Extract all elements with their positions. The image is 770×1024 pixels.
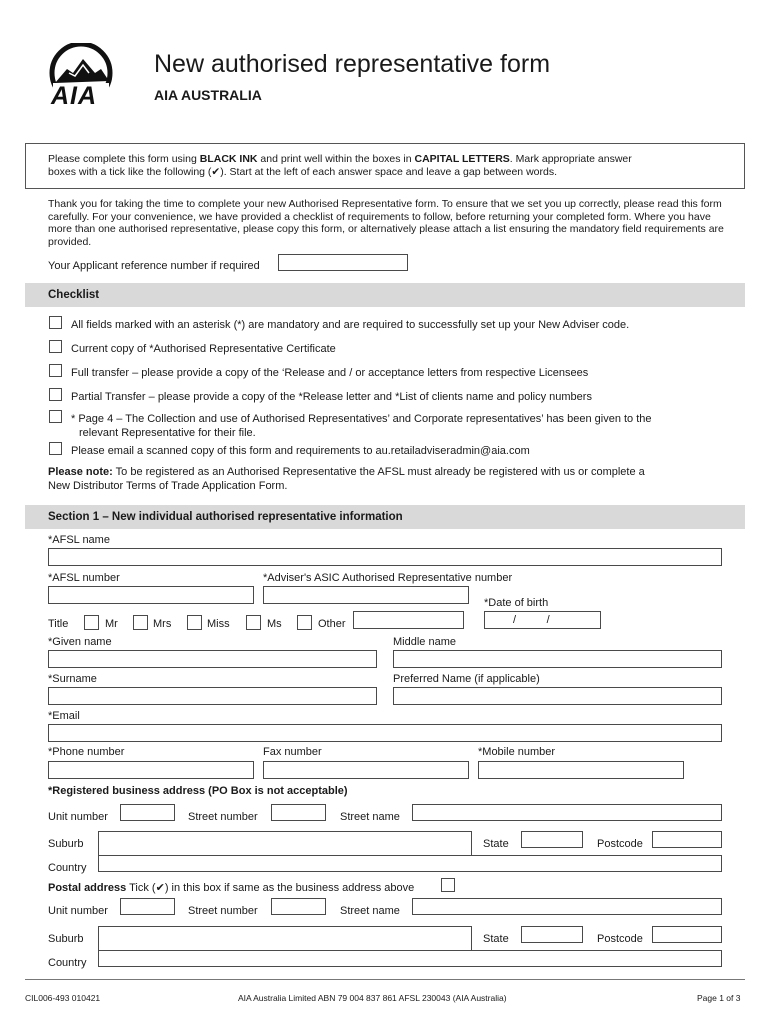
reg-suburb-label: Suburb	[48, 838, 84, 850]
afsl-name-input[interactable]	[48, 548, 722, 566]
footer-code: CIL006-493 010421	[25, 993, 101, 1003]
title-other-label: Other	[318, 618, 346, 630]
page-title: New authorised representative form	[154, 50, 551, 78]
postal-postcode-input[interactable]	[652, 926, 722, 943]
postal-street-name-input[interactable]	[412, 898, 722, 915]
fax-label: Fax number	[263, 746, 322, 758]
title-ms-label: Ms	[267, 618, 282, 630]
postal-unit-input[interactable]	[120, 898, 175, 915]
postal-state-label: State	[483, 933, 509, 945]
afsl-number-label: *AFSL number	[48, 572, 120, 584]
email-label: *Email	[48, 710, 80, 722]
given-name-label: *Given name	[48, 636, 112, 648]
middle-name-label: Middle name	[393, 636, 456, 648]
preferred-name-label: Preferred Name (if applicable)	[393, 673, 540, 685]
surname-label: *Surname	[48, 673, 97, 685]
dob-label: *Date of birth	[484, 597, 549, 609]
checklist-checkbox-5[interactable]	[49, 410, 62, 423]
reg-country-label: Country	[48, 862, 87, 874]
section1-bar	[25, 505, 745, 529]
please-note: Please note: To be registered as an Authorised Representative the AFSL must already be registered with us or complete a	[48, 466, 645, 478]
reg-unit-label: Unit number	[48, 811, 108, 823]
registered-address-label: *Registered business address (PO Box is not acceptable)	[48, 785, 348, 797]
dob-separators: / /	[513, 614, 550, 626]
page-subtitle: AIA AUSTRALIA	[154, 87, 262, 103]
phone-label: *Phone number	[48, 746, 125, 758]
checklist-checkbox-3[interactable]	[49, 364, 62, 377]
reg-unit-input[interactable]	[120, 804, 175, 821]
section1-heading: Section 1 – New individual authorised representative information	[48, 511, 403, 523]
checklist-item-3: Full transfer – please provide a copy of the ‘Release and / or acceptance letters from respective Licensees	[71, 367, 589, 379]
checklist-item-5: * Page 4 – The Collection and use of Authorised Representatives’ and Corporate representatives’ has been given to the	[71, 413, 652, 425]
footer-page: Page 1 of 3	[697, 993, 741, 1003]
checklist-heading: Checklist	[48, 289, 100, 301]
checklist-bar	[25, 283, 745, 307]
title-miss-label: Miss	[207, 618, 230, 630]
postal-postcode-label: Postcode	[597, 933, 643, 945]
title-other-checkbox[interactable]	[297, 615, 312, 630]
reg-street-name-input[interactable]	[412, 804, 722, 821]
reg-postcode-label: Postcode	[597, 838, 643, 850]
reg-state-input[interactable]	[521, 831, 583, 848]
middle-name-input[interactable]	[393, 650, 722, 668]
reg-street-number-input[interactable]	[271, 804, 326, 821]
fax-input[interactable]	[263, 761, 469, 779]
postal-suburb-label: Suburb	[48, 933, 84, 945]
title-mr-label: Mr	[105, 618, 118, 630]
asic-number-input[interactable]	[263, 586, 469, 604]
ref-input[interactable]	[278, 254, 408, 271]
reg-country-input[interactable]	[98, 855, 722, 872]
postal-same-checkbox[interactable]	[441, 878, 455, 892]
surname-input[interactable]	[48, 687, 377, 705]
ref-label: Your Applicant reference number if required	[48, 260, 260, 272]
postal-street-number-label: Street number	[188, 905, 258, 917]
checklist-item-4: Partial Transfer – please provide a copy of the *Release letter and *List of clients name and policy numbers	[71, 391, 592, 403]
given-name-input[interactable]	[48, 650, 377, 668]
phone-input[interactable]	[48, 761, 254, 779]
title-mr-checkbox[interactable]	[84, 615, 99, 630]
title-miss-checkbox[interactable]	[187, 615, 202, 630]
email-input[interactable]	[48, 724, 722, 742]
checklist-item-1: All fields marked with an asterisk (*) are mandatory and are required to successfully set up your New Adviser code.	[71, 319, 630, 331]
checklist-checkbox-1[interactable]	[49, 316, 62, 329]
checklist-checkbox-2[interactable]	[49, 340, 62, 353]
asic-number-label: *Adviser's ASIC Authorised Representative number	[263, 572, 513, 584]
mobile-input[interactable]	[478, 761, 684, 779]
checklist-item-2: Current copy of *Authorised Representative Certificate	[71, 343, 336, 355]
reg-street-number-label: Street number	[188, 811, 258, 823]
aia-logo	[45, 43, 117, 111]
postal-state-input[interactable]	[521, 926, 583, 943]
checklist-checkbox-6[interactable]	[49, 442, 62, 455]
logo-text: AIA	[51, 82, 98, 110]
checklist-checkbox-4[interactable]	[49, 388, 62, 401]
mobile-label: *Mobile number	[478, 746, 556, 758]
reg-postcode-input[interactable]	[652, 831, 722, 848]
instruction-box: Please complete this form using BLACK INK and print well within the boxes in CAPITAL LETTERS. Mark appropriate answer boxes with a tick like the following (✔). Start at the left of each answer space and leave a gap between words.	[25, 143, 745, 189]
title-mrs-checkbox[interactable]	[133, 615, 148, 630]
title-mrs-label: Mrs	[153, 618, 172, 630]
postal-unit-label: Unit number	[48, 905, 108, 917]
postal-country-input[interactable]	[98, 950, 722, 967]
postal-street-name-label: Street name	[340, 905, 400, 917]
checklist-item-5-line2: relevant Representative for their file.	[79, 427, 256, 439]
postal-address-label: Postal address Tick (✔) in this box if same as the business address above	[48, 882, 415, 894]
title-other-input[interactable]	[353, 611, 464, 629]
title-ms-checkbox[interactable]	[246, 615, 261, 630]
afsl-number-input[interactable]	[48, 586, 254, 604]
postal-street-number-input[interactable]	[271, 898, 326, 915]
checklist-item-6: Please email a scanned copy of this form and requirements to au.retailadviseradmin@aia.com	[71, 445, 530, 457]
footer-divider	[25, 979, 745, 980]
reg-state-label: State	[483, 838, 509, 850]
postal-country-label: Country	[48, 957, 87, 969]
preferred-name-input[interactable]	[393, 687, 722, 705]
please-note-line2: New Distributor Terms of Trade Application Form.	[48, 480, 288, 492]
title-label: Title	[48, 618, 69, 630]
afsl-name-label: *AFSL name	[48, 534, 110, 546]
intro-paragraph: Thank you for taking the time to complete your new Authorised Representative form. To ensure that we set you up correctly, please read this form carefully. For your convenience, we have provided a checklist of requirements to follow, before returning your completed form. Where you have more than one authorised representative, please copy this form, or alternatively please attach a list ensuring the mandatory field requirements are provided.	[48, 198, 724, 248]
dob-input[interactable]	[484, 611, 601, 629]
reg-street-name-label: Street name	[340, 811, 400, 823]
footer-company: AIA Australia Limited ABN 79 004 837 861 AFSL 230043 (AIA Australia)	[238, 993, 507, 1003]
